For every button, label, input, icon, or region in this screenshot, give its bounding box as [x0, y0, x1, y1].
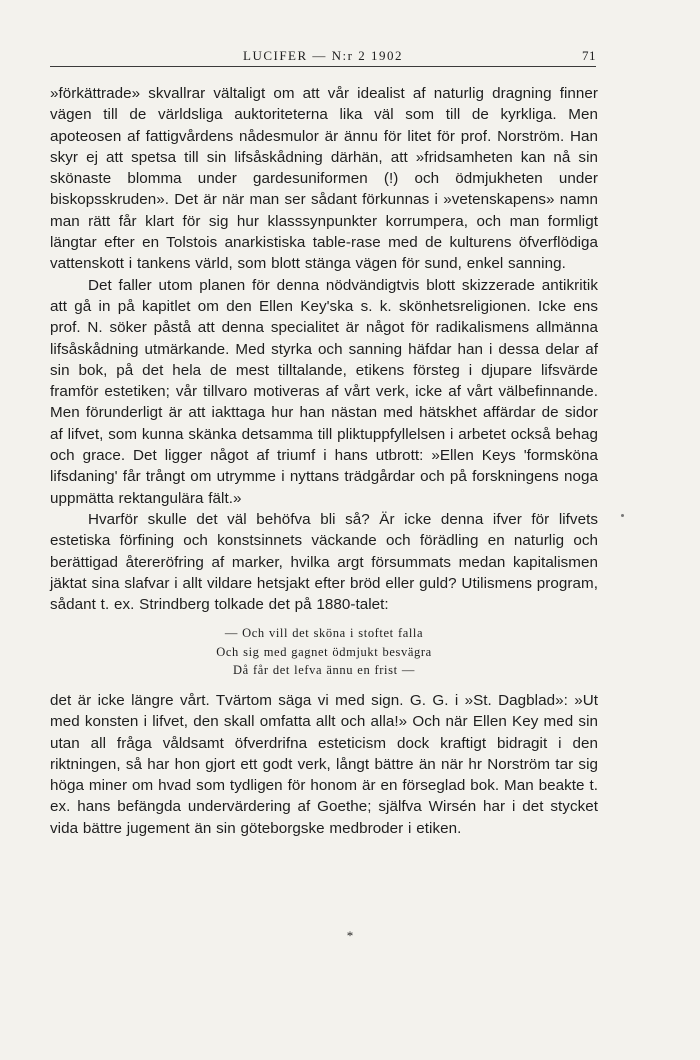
section-ornament: * [346, 928, 354, 943]
paragraph-2: Det faller utom planen för denna nödvändigtvis blott skizzerade antikritik att gå in på kapitlet om den Ellen Key'ska s. k. skönhetsreligionen. Icke ens prof. N. söker påstå att denna specialitet är något för radikalismens allmänna lifsåskådning utmärkande. Med styrka och sanning häfdar han i dessa delar af sin bok, på det hela de mest tilltalande, etikens försteg i djupare lifsvärde framför estetiken; vår tillvaro motiveras af vårt verk, icke af vårt välbefinnande. Men förunderligt är att iakttaga hur han nästan med hätskhet affärdar de sidor af lifvet, som kunna skänka detsamma till pliktuppfyllelsen i arbetet också behag och grace. Det ligger något af triumf i hans utbrott: »Ellen Keys 'formsköna lifsdaning' får trångt om utrymme i nyttans trädgårdar och på forskningens noga uppmätta rektangulära fält.» [50, 276, 598, 507]
poem-line: Då får det lefva ännu en frist — [232, 663, 415, 678]
page-number: 71 [582, 48, 596, 63]
journal-title: LUCIFER — N:r 2 1902 [243, 48, 403, 63]
poem-line: Och sig med gagnet ödmjukt besvägra [216, 644, 432, 659]
paragraph-1: »förkättrade» skvallrar vältaligt om att vår idealist af naturlig dragning finner vägen till de världsliga auktoriteterna lika väl som till de kyrkliga. Men apoteosen af fattigvårdens nådesmulor är ännu för litet för prof. Norström. Han skyr ej att spetsa till sin lifsåskådning därhän, att »fridsamheten kan nå sin skönaste blomma under gardesuniformen (!) och ödmjukheten under biskopsskruden». Det är när man ser sådant förkunnas i »vetenskapens» namn man rätt får klart för sig hur klasssynpunkter korrumpera, och man formligt längtar efter en Tolstois anarkistiska table-rase med de kulturens öfverflödiga vattenskott i tankens värld, som blott stänga vägen för sund, enkel sanning. [50, 85, 598, 273]
paper-speck [621, 514, 624, 517]
running-header [50, 48, 596, 67]
article-body [50, 83, 598, 839]
paragraph-3: Hvarför skulle det väl behöfva bli så? Är icke denna ifver för lifvets estetiska förfining och konstsinnets väckande och förädling en naturlig och berättigad återeröfring af marker, hvilka argt försummats medan kapitalismen jäktat sina slafvar i allt vildare hetsjakt efter bröd eller guld? Utilismens program, sådant t. ex. Strindberg tolkade det på 1880-talet: [50, 510, 598, 614]
poem-line: — Och vill det sköna i stoftet falla [224, 626, 424, 641]
poem-quotation [50, 624, 598, 680]
paragraph-4: det är icke längre vårt. Tvärtom säga vi med sign. G. G. i »St. Dagblad»: »Ut med konsten i lifvet, den skall omfatta allt och alla!» Och när Ellen Key med sin utan all fråga våldsamt öfverdrifna esteticism dock kraftigt bidragit i den riktningen, så har hon gjort ett godt verk, långt bättre än när hr Norström tar sig höga miner om hvad som tydligen för honom är en förseglad bok. Man beakte t. ex. hans befängda undervärdering af Goethe; själfva Wirsén har i det stycket vida bättre jugement än sin göteborgske medbroder i etiken. [50, 691, 598, 837]
